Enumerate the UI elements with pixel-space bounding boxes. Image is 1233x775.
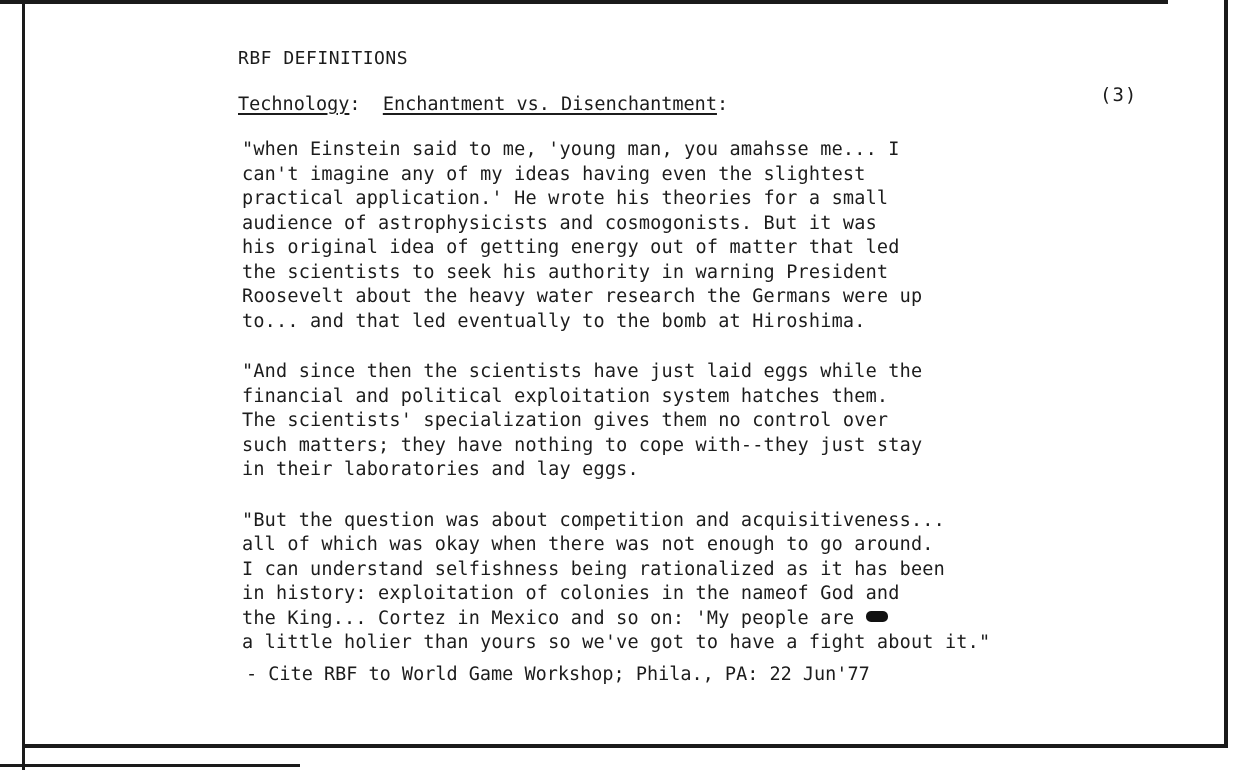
quote-paragraph-einstein: "when Einstein said to me, 'young man, you amahsse me... I can't imagine any of my ideas having even the slightest practical application.' He wrote his theories for a small audience of astrophysicists and cosmogonists. But it was his original idea of getting energy out of matter that led the scientists to seek his authority in warning President Roosevelt about the heavy water research the Germans were up to... and that led eventually to the bomb at Hiroshima. <box>242 139 923 332</box>
definition-subheading <box>238 94 728 115</box>
page-frame-top-border <box>0 0 1233 4</box>
page-frame-bottom-border <box>22 744 1228 748</box>
document-heading: RBF DEFINITIONS <box>238 48 409 69</box>
quote-paragraph-competition <box>242 509 1202 656</box>
subheading-topic: Technology <box>238 94 350 115</box>
citation-line: - Cite RBF to World Game Workshop; Phila., PA: 22 Jun'77 <box>246 664 870 685</box>
subheading-separator: : <box>349 94 361 115</box>
page-number: (3) <box>1100 84 1138 106</box>
subheading-theme-suffix: : <box>716 94 729 115</box>
page-frame-left-border <box>22 0 25 770</box>
quote-paragraph-competition-end: a little holier than yours so we've got to have a fight about it." <box>242 632 991 653</box>
page-frame-lower-edge <box>0 764 300 767</box>
quote-paragraph-competition-text: "But the question was about competition and acquisitiveness... all of which was okay when there was not enough to go around. I can understand selfishness being rationalized as it has been in history: exploitation of colonies in the nameof God and the King... Cortez in Mexico and so on: 'My people are <box>242 509 945 629</box>
ink-blot-mark <box>866 611 888 622</box>
quote-paragraph-scientists: "And since then the scientists have just laid eggs while the financial and political exploitation system hatches them. The scientists' specialization gives them no control over such matters; they have nothing to cope with--they just stay in their laboratories and lay eggs. <box>242 361 923 480</box>
subheading-theme: Enchantment vs. Disenchantment <box>382 94 717 115</box>
quotation-body <box>242 138 1202 682</box>
page-frame-right-border <box>1224 0 1228 748</box>
